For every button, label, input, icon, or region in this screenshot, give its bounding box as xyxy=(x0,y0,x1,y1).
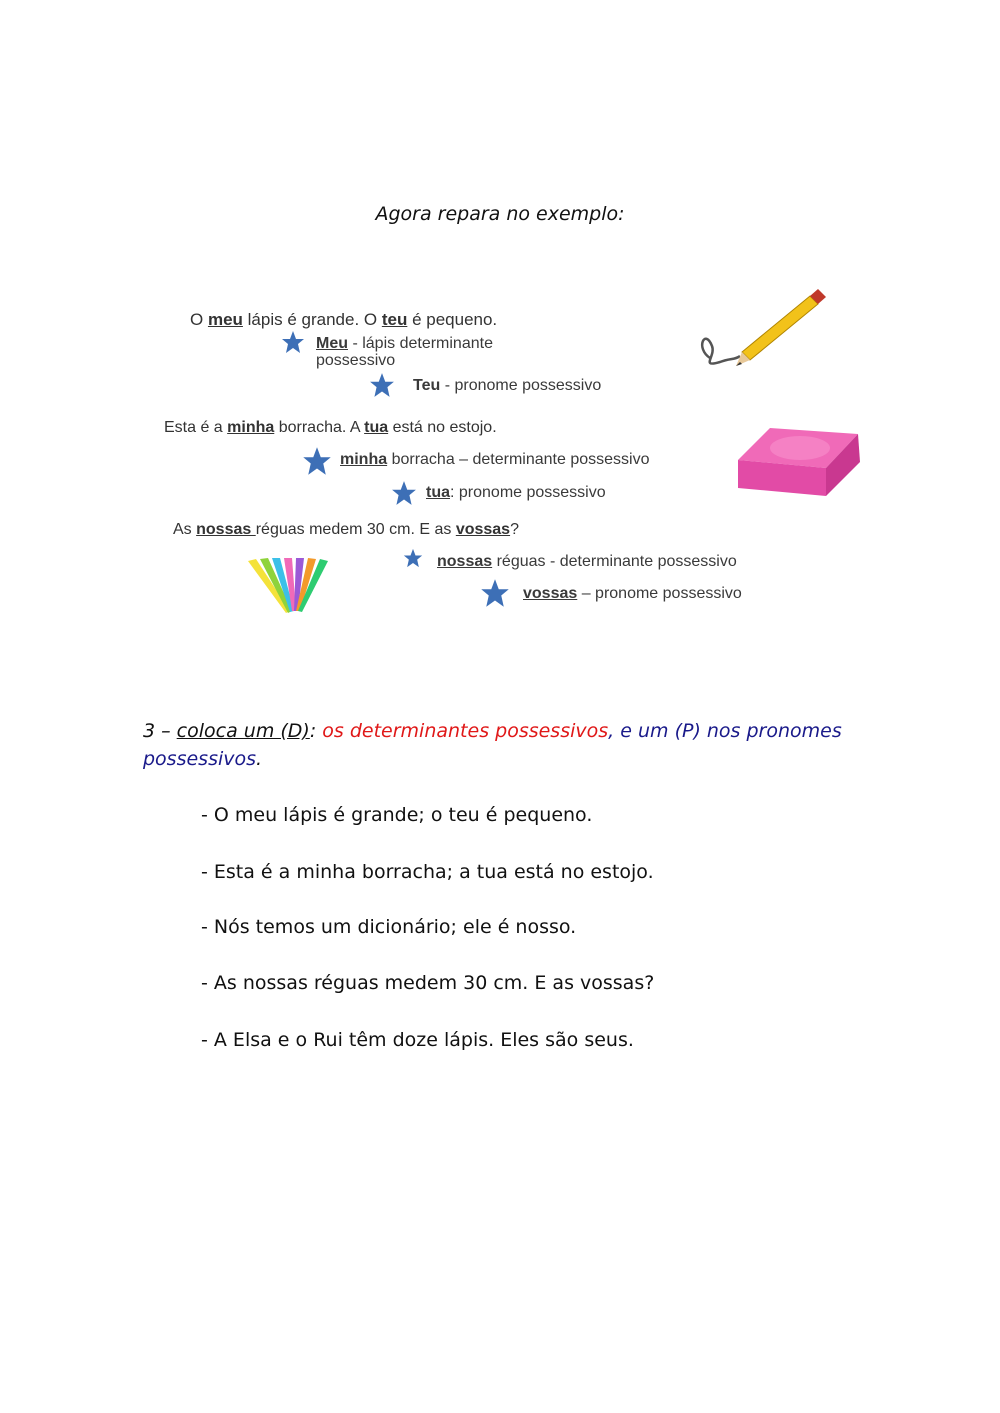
pencil-icon xyxy=(690,288,835,380)
example-sentence-3: As nossas réguas medem 30 cm. E as vossas? xyxy=(173,521,519,538)
example-vossas-explanation: vossas – pronome possessivo xyxy=(523,585,742,602)
page-heading: Agora repara no exemplo: xyxy=(375,203,625,225)
example-sentence-2: Esta é a minha borracha. A tua está no estojo. xyxy=(164,419,497,436)
task-instruction: 3 – coloca um (D): os determinantes possessivos, e um (P) nos pronomes possessivos. xyxy=(143,720,842,770)
star-icon xyxy=(299,446,335,476)
exercise-item-3: - Nós temos um dicionário; ele é nosso. xyxy=(201,916,577,938)
example-sentence-1: O meu lápis é grande. O teu é pequeno. xyxy=(190,310,498,329)
star-icon xyxy=(478,578,512,608)
example-meu-explanation-cont: possessivo xyxy=(316,352,396,369)
example-meu-explanation: Meu - lápis determinante xyxy=(316,335,493,352)
star-icon xyxy=(280,330,306,354)
exercise-item-1: - O meu lápis é grande; o teu é pequeno. xyxy=(201,804,593,826)
rulers-icon xyxy=(244,555,336,615)
exercise-item-5: - A Elsa e o Rui têm doze lápis. Eles são seus. xyxy=(201,1029,634,1051)
star-icon xyxy=(402,548,424,568)
example-teu-explanation: Teu - pronome possessivo xyxy=(413,377,602,394)
star-icon xyxy=(368,372,396,398)
example-minha-explanation: minha borracha – determinante possessivo xyxy=(340,451,650,468)
exercise-item-4: - As nossas réguas medem 30 cm. E as vossas? xyxy=(201,972,655,994)
star-icon xyxy=(390,480,418,506)
example-nossas-explanation: nossas réguas - determinante possessivo xyxy=(437,553,737,570)
eraser-icon xyxy=(730,418,866,500)
exercise-item-2: - Esta é a minha borracha; a tua está no estojo. xyxy=(201,861,654,883)
example-tua-explanation: tua: pronome possessivo xyxy=(426,484,606,501)
